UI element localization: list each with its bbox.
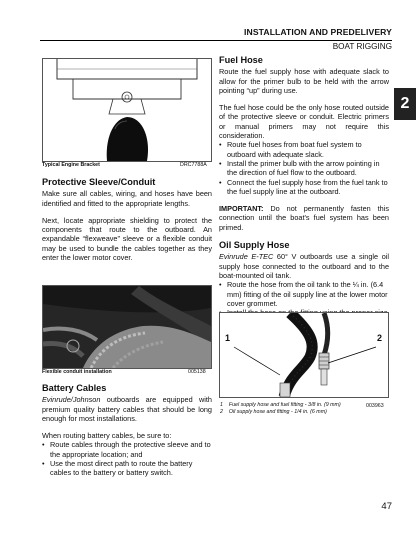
hose-fittings-figure [219, 312, 389, 398]
battery-paragraph-1 [42, 395, 212, 423]
important-label: IMPORTANT: [219, 204, 264, 214]
battery-paragraph-1-text: outboards are equipped with premium quality battery cables that should be long enough for most installations. [42, 395, 212, 423]
important-note [219, 204, 389, 232]
callout-1: 1 [225, 333, 231, 343]
fuelhose-bullet: • Install the primer bulb with the arrow pointing in the direction of fuel flow to the outboard. [219, 159, 389, 178]
battery-section [42, 384, 212, 478]
figure3-legend-2: 2 Oil supply hose and fitting - 1/4 in. (6 mm) [220, 409, 327, 415]
fuelhose-paragraph-1: Route the fuel supply hose with adequate slack to allow for the primer bulb to be held with the arrow pointing “up” during use. [219, 67, 389, 95]
fuelhose-bullet: • Route fuel hoses from boat fuel system to outboard with adequate slack. [219, 140, 389, 159]
oilsupply-bullet: • Route the hose from the oil tank to the ¼ in. (6.4 mm) fitting of the oil supply line at the lower motor cover grommet. [219, 280, 389, 308]
fuelhose-paragraph-2: The fuel hose could be the only hose routed outside of the protective sleeve or conduit. Electric primers or manual primers may not require this consideration. [219, 103, 389, 141]
battery-bullet: • Use the most direct path to route the battery cables to the battery or battery switch. [42, 459, 212, 478]
battery-bullet: • Route cables through the protective sleeve and to the appropriate location; and [42, 440, 212, 459]
protective-heading: Protective Sleeve/Conduit [42, 177, 156, 187]
chapter-tab: 2 [394, 88, 416, 120]
hose-fittings-illustration [220, 313, 388, 397]
protective-paragraph-1: Make sure all cables, wiring, and hoses have been identified and fitted to the appropriate lengths. [42, 189, 212, 208]
section-title: BOAT RIGGING [332, 42, 392, 51]
battery-bullet-list [42, 440, 212, 477]
conduit-figure [42, 285, 212, 369]
conduit-photo [43, 286, 211, 368]
oilsupply-brand: Evinrude E-TEC [219, 252, 274, 262]
callout-2: 2 [376, 333, 382, 343]
figure3-code: 003963 [366, 403, 384, 409]
oilsupply-paragraph [219, 252, 389, 280]
figure2-caption: Flexible conduit installation [42, 369, 112, 375]
engine-bracket-illustration [43, 59, 211, 161]
header-rule [40, 40, 392, 41]
engine-bracket-figure [42, 58, 212, 162]
battery-heading: Battery Cables [42, 383, 107, 393]
figure2-code: 005138 [188, 369, 206, 375]
figure1-code: DRC7788A [180, 162, 207, 168]
chapter-title: INSTALLATION AND PREDELIVERY [244, 27, 392, 37]
oilsupply-paragraph-text: 60° V outboards use a single oil supply hose connected to the outboard and to the boat-mounted oil tank. [219, 252, 389, 280]
fuelhose-bullet: • Connect the fuel supply hose from the fuel tank to the fuel supply line at the outboard. [219, 178, 389, 197]
fuelhose-heading: Fuel Hose [219, 55, 263, 65]
protective-section [42, 178, 212, 262]
figure1-caption: Typical Engine Bracket [42, 162, 100, 168]
figure3-legend-1: 1 Fuel supply hose and fuel fitting - 3/8 in. (9 mm) [220, 402, 341, 408]
protective-paragraph-2: Next, locate appropriate shielding to protect the components that route to the outboard. An expandable “flexweave” sleeve or a flexible conduit may be used to bundle the cables together as they enter the lower motor cover. [42, 215, 212, 263]
battery-paragraph-2: When routing battery cables, be sure to: [42, 431, 172, 441]
fuelhose-section [219, 56, 389, 327]
page-number: 47 [381, 501, 392, 512]
fuelhose-bullet-list [219, 140, 389, 196]
important-text: Do not permanently fasten this connection until the boat's fuel system has been primed. [219, 204, 389, 232]
oilsupply-heading: Oil Supply Hose [219, 240, 290, 251]
battery-brand: Evinrude/Johnson [42, 395, 101, 405]
